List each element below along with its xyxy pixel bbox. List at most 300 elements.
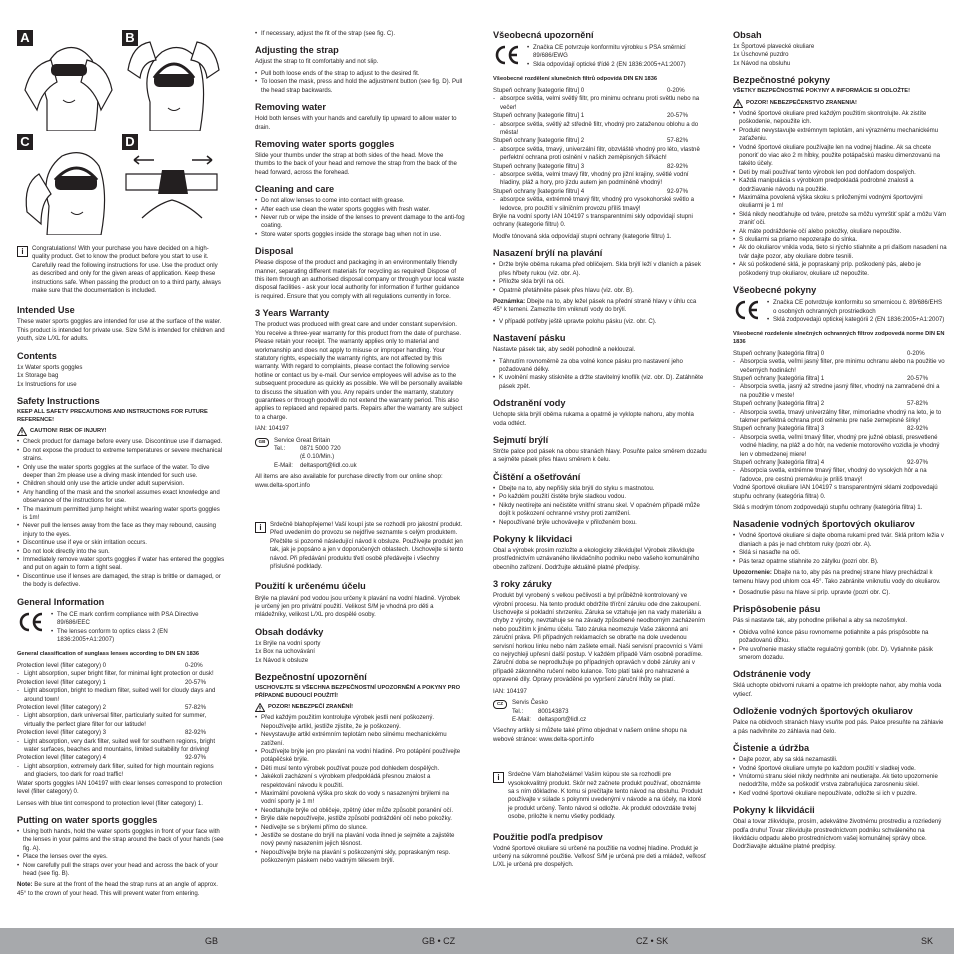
- list-item: • Nepoužívané brýle uchovávejte v přiloženém boxu.: [493, 519, 707, 527]
- list-item: • Immediately remove water sports goggles if water has entered the goggles and put on again to form a tight seal.: [17, 556, 225, 573]
- note-text: Dbejte na to, aby ležel pásek na přední straně hlavy v úhlu cca 45° k temeni. Zamezíte tím vniknutí vody do brýlí.: [493, 297, 697, 314]
- gb-removing-heading: Removing water: [255, 102, 326, 113]
- list-item: • Dbejte na to, aby nepřišly skla brýlí do styku s mastnotou.: [493, 485, 707, 493]
- gb-caution: [17, 427, 225, 436]
- list-item: • The CE mark confirm compliance with PSA Directive 89/686/EEC: [51, 611, 225, 628]
- gb-general-heading: General Information: [17, 596, 105, 607]
- sk-adjusting-heading: Prispôsobenie pásu: [733, 604, 821, 615]
- filter-row: [17, 754, 225, 762]
- list-item: • Před každým použitím kontrolujte výrobek jestli není poškozený. Nepoužívejte artikl, jestliže zjistíte, že je poškozený.: [255, 714, 465, 731]
- filter-label: Protection level (filter category) 3: [17, 729, 107, 737]
- list-item: • Ak do okuliarov vnikla voda, tieto si rýchlo stiahnite a pri ďalšom nasadení na tvár dajte pozor, aby okuliare dobre tesnili.: [733, 244, 947, 261]
- filter-label: Stupeň ochrany [kategória filtra] 3: [733, 425, 825, 433]
- gb-note: [17, 881, 225, 898]
- info-icon: i: [17, 246, 28, 257]
- filter-desc: - absorpce světla, světlý až středně filtr, vhodný pro zataženou oblohu a do města!: [493, 121, 707, 138]
- filter-range: 0-20%: [907, 349, 925, 357]
- service-mail: [274, 462, 357, 470]
- filter-label: Stupeň ochrany [kategória filtra] 2: [733, 400, 825, 408]
- cz-ce-list: [527, 44, 707, 69]
- gb-removing-goggles-heading: Removing water sports goggles: [255, 138, 395, 149]
- list-item: • Značka CE potvrzuje konformitu výrobku s PSA směrnicí 89/686/EWG: [527, 44, 707, 61]
- filter-label: Stupeň ochrany [kategorie filtru] 1: [493, 112, 585, 120]
- list-item: • Deti by mali používať tento výrobok len pod dohľadom dospelých.: [733, 169, 947, 177]
- gb-general-class: General classification of sunglass lenses according to DIN EN 1836: [17, 651, 200, 658]
- cz-adjusting-text: Nastavte pásek tak, aby seděl pohodlně a neklouzal.: [493, 346, 636, 354]
- column-gb-1: [17, 30, 225, 914]
- gb-warranty-heading: 3 Years Warranty: [255, 308, 330, 319]
- gb-ce-list: [51, 611, 225, 645]
- note-label: Note:: [17, 881, 33, 889]
- filter-row: [17, 729, 225, 737]
- list-item: • Keď vodné športové okuliare nepoužívate, odložte si ich v puzdre.: [733, 790, 947, 798]
- sk-use-heading: Použitie podľa predpisov: [493, 831, 603, 842]
- footer-label-gb-cz: GB • CZ: [422, 936, 456, 946]
- filter-desc: - absorpce světla, tmavý, univerzální filtr, obzvláště vhodný pro léto, vlastně perfektní ochrana proti oslnění v našich zeměpisných šířkách!: [493, 146, 707, 163]
- sk-ce-block: [733, 299, 947, 327]
- filter-label: Stupeň ochrany [kategorie filtru] 4: [493, 187, 585, 195]
- country-badge-icon: CZ: [493, 700, 507, 709]
- gb-safety-keep: KEEP ALL SAFETY PRECAUTIONS AND INSTRUCTIONS FOR FUTURE REFERENCE!: [17, 408, 208, 423]
- list-item: • Ak máte podráždenie očí alebo pokožky, okuliare nepoužite.: [733, 228, 947, 236]
- filter-range: 0-20%: [667, 86, 685, 94]
- gb-caution-text: CAUTION! RISK OF INJURY!: [30, 427, 107, 434]
- cz-note: [493, 298, 707, 315]
- cz-use-heading: Použití k určenému účelu: [255, 581, 366, 592]
- cz-warranty-text: Produkt byl vyrobený s velkou pečlivostí a byl průběžně kontrolovaný ve výrobní procesu. Na tento produkt obdržíte třírční záruku ode dne zakoupení. Uschovejte si pokladní stvrzenku. Záruka se vztahuje jen na vady materiálu a chyby z výroby, nevztahuje se na závady způsobené neodborným zacházením nebo použitím k jinému účelu. Tato záruka neomezuje Vaše zákonná ani záruční práva. Při případných reklamacích se obraťte na dole uvedenou servisní horkou linku nebo nám zašlete email. Naši servisní pracovníci s Vámi co nejrychleji upřesní další postup. V každém případě Vám osobně poradíme. Záruční doba se neprodlužuje po případných opravách v době záruky ani v případě zákonného ručení nebo kulance. Toto platí také pro nahrazené a opravené díly. Opravy prováděné po vypršení záruční lhůty se platí.: [493, 592, 705, 684]
- list-item: • Opatrně přetáhněte pásek přes hlavu (viz. obr. B).: [493, 287, 707, 295]
- filter-range: 57-82%: [907, 400, 929, 408]
- service-tel-value: 800143873: [538, 707, 569, 715]
- sk-adjusting-text: Pás si nastavte tak, aby pohodlne priliehal a aby sa nezošmykol.: [733, 617, 908, 625]
- cz-general-heading: Všeobecná upozornění: [493, 30, 594, 40]
- cz-adjust-fit-list: [493, 318, 707, 326]
- gb-adjusting-heading: Adjusting the strap: [255, 45, 339, 56]
- gb-ce-block: [17, 611, 225, 648]
- list-item: • Sklá si nasaďte na oči.: [733, 549, 947, 557]
- warning-icon: [17, 427, 27, 436]
- service-tel-label: Tel.:: [274, 445, 286, 452]
- filter-desc: - Absorpcia svetla, jasný až stredne jasný filter, vhodný na zamračené dni a na použitie v meste!: [733, 383, 947, 400]
- filter-range: 92-97%: [667, 187, 689, 195]
- filter-desc: - Absorpcia svetla, veľmi tmavý filter, vhodný pre južné oblasti, presvetlené vodné hladiny, na pláž a do hôr, na vedenie motorového vozidla je vhodný len v obmedzenej miere!: [733, 434, 947, 459]
- gb-removing-text: Hold both lenses with your hands and carefully tip upward to allow water to drain.: [255, 115, 457, 131]
- gb-clear-lenses: Water sports goggles IAN 104197 with clear lenses correspond to protection level (filter category) 0.: [17, 779, 223, 796]
- filter-row: [17, 662, 225, 670]
- filter-range: 82-92%: [907, 425, 929, 433]
- cz-contents-list: [255, 640, 465, 665]
- list-item: • Do not allow lenses to come into contact with grease.: [255, 197, 465, 205]
- gb-cleaning-heading: Cleaning and care: [255, 184, 335, 195]
- filter-desc: - Light absorption, extremely dark filter, suited for high mountain regions and glaciers, too dark for road traffic!: [17, 763, 225, 780]
- list-item: • Držte brýle oběma rukama před obličejem. Skla brýlí leží v dlaních a pásek přes hřbety rukou (viz. obr. A).: [493, 261, 707, 278]
- service-tel: [274, 445, 357, 453]
- list-item: • Ak sú poškodené sklá, je popraskaný príp. poškodený pás, alebo je poškodený trup okuliarov, okuliare už nepoužite.: [733, 261, 947, 278]
- cz-ian: IAN: 104197: [493, 687, 527, 695]
- list-item: 1x Úschovné puzdro: [733, 51, 789, 59]
- filter-row: [493, 163, 707, 171]
- sk-ce-list: [767, 299, 947, 324]
- filter-range: 92-97%: [907, 459, 929, 466]
- service-tel: [512, 708, 586, 716]
- sk-use-text: Vodné športové okuliare sú určené na použitie na vodnej hladine. Produkt je určený na súkromné použitie. Veľkosť S/M je určená pre deti a mládež, veľkosť L/XL je určená pre dospelých.: [493, 844, 707, 869]
- list-item: • If necessary, adjust the fit of the strap (see fig. C).: [255, 30, 465, 38]
- filter-row: [493, 87, 707, 95]
- list-item: 1x Box na uchovávání: [255, 648, 315, 656]
- list-item: • Discontinue use if eye or skin irritation occurs.: [17, 539, 225, 547]
- filter-range: 20-57%: [667, 112, 689, 120]
- gb-contents-heading: Contents: [17, 350, 57, 361]
- gb-intro: [17, 245, 225, 298]
- cz-safety-list: [255, 714, 465, 865]
- figure-b: [122, 30, 225, 131]
- filter-desc: - Light absorption, very dark filter, suited well for southern regions, bright water surfaces, beaches and mountains, limited suitability for driving!: [17, 738, 225, 755]
- list-item: • Přiložte skla brýlí na oči.: [493, 278, 707, 286]
- list-item: • Pull both loose ends of the strap to adjust to the desired fit.: [255, 70, 465, 78]
- cz-clear-lenses: Brýle na vodní sporty IAN 104197 s transparentními skly odpovídají stupni ochrany (kategorie filtru) 0.: [493, 213, 693, 229]
- gb-filter-list: [17, 662, 225, 780]
- note-text: Be sure at the front of the head the strap runs at an angle of approx. 45° to the crown of your head. This will prevent water from entering.: [17, 881, 218, 897]
- cz-cleaning-list: [493, 485, 707, 527]
- list-item: • To loosen the mask, press and hold the adjustment button (see fig. D). Pull the head strap backwards.: [255, 78, 465, 95]
- list-item: • Nedívejte se s brýlemi přímo do slunce.: [255, 824, 465, 832]
- filter-desc: - absorpce světla, velmi světlý filtr, pro minimu ochranu proti světlu nebo na večer!: [493, 95, 707, 112]
- list-item: • Only use the water sports goggles at the surface of the water. To dive deeper than 2m please use a diving mask intended for such use.: [17, 464, 225, 481]
- filter-row: [493, 112, 707, 120]
- gb-cleaning-list: [255, 197, 465, 239]
- list-item: • Now carefully pull the straps over your head and across the back of your head (see fig. B).: [17, 862, 225, 879]
- filter-row: [17, 679, 225, 687]
- list-item: • Po každém použití čistěte brýle sladkou vodou.: [493, 493, 707, 501]
- filter-row: [733, 350, 947, 358]
- cz-safety-heading: Bezpečnostní upozornění: [255, 671, 367, 682]
- footer-label-cz-sk: CZ • SK: [636, 936, 669, 946]
- list-item: • After each use clean the water sports goggles with fresh water.: [255, 206, 465, 214]
- sk-removing-heading: Odstránenie vody: [733, 669, 811, 680]
- service-name: Service Great Britain: [274, 436, 331, 444]
- cz-filter-list: [493, 87, 707, 213]
- service-mail-value: deltasport@lidl.co.uk: [300, 461, 357, 469]
- cz-contents-heading: Obsah dodávky: [255, 626, 324, 637]
- gb-adjusting-text: Adjust the strap to fit comfortably and not slip.: [255, 58, 379, 66]
- filter-range: 57-82%: [185, 704, 207, 712]
- filter-desc: - absorpce světla, extrémně tmavý filtr, vhodný pro vysokohorské světlo a ledovce, pro použití v silničním provozu příliš tmavý!: [493, 196, 707, 213]
- list-item: • Children should only use the article under adult supervision.: [17, 480, 225, 488]
- gb-ian: IAN: 104197: [255, 425, 289, 433]
- list-item: • Never pull the lenses away from the face as they may rebound, causing injury to the eyes.: [17, 522, 225, 539]
- filter-label: Protection level (filter category) 1: [17, 678, 107, 686]
- list-item: 1x Brýle na vodní sporty: [255, 639, 321, 647]
- filter-row: [17, 704, 225, 712]
- figure-b-label: B: [122, 30, 138, 46]
- cz-disposal-heading: Pokyny k likvidaci: [493, 533, 573, 544]
- list-item: • Sklá nikdy neodťahujte od tváre, pretože sa môžu vymrštiť späť a môžu Vám zraniť oči.: [733, 211, 947, 228]
- note-label: Upozornenie:: [733, 569, 772, 577]
- filter-row: [733, 459, 947, 467]
- list-item: • Maximální povolená výška pro skok do vody s nasazenými brýlemi na vodní sporty je 1 m!: [255, 790, 465, 807]
- column-gb-cz: [255, 30, 465, 914]
- list-item: • Skla odpovídají optické třídě 2 (EN 1836:2005+A1:2007): [527, 61, 707, 69]
- sk-general-class: Všeobecné rozdelenie slnečných ochranných filtrov zodpovedá norme DIN EN 1836: [733, 331, 945, 346]
- sk-adjust-fit-list: [733, 589, 947, 597]
- sk-caution-text: POZOR! NEBEZPEČENSTVO ZRANENIA!: [746, 99, 857, 106]
- list-item: • Discontinue use if lenses are damaged, the strap is brittle or damaged, or the body is defective.: [17, 573, 225, 590]
- warning-icon: [733, 99, 743, 108]
- gb-items-note: All items are also available for purchase directly from our online shop: www.delta-sport.info: [255, 473, 443, 489]
- list-item: 1x Instructions for use: [17, 380, 77, 388]
- footer-label-gb: GB: [205, 936, 219, 946]
- list-item: • Produkt nevystavujte extrémnym teplotám, ani výraznému mechanickému zaťaženiu.: [733, 127, 947, 144]
- filter-range: 57-82%: [667, 137, 689, 145]
- sk-caution: [733, 99, 947, 108]
- cz-warranty-heading: 3 roky záruky: [493, 579, 552, 590]
- sk-contents-list: [733, 43, 947, 68]
- list-item: • The lenses conform to optics class 2 (EN 1836:2005+A1:2007): [51, 628, 225, 645]
- gb-intended-heading: Intended Use: [17, 305, 75, 316]
- list-item: • Vodné športové okuliare používajte len na vodnej hladine. Ak sa chcete ponoriť do viac ako 2 m hĺbky, použite potápačskú masku dimenzovanú na takéto účely.: [733, 144, 947, 169]
- gb-service-details: [274, 437, 357, 471]
- service-tel-label: Tel.:: [512, 707, 524, 715]
- list-item: • Never rub or wipe the inside of the lenses to prevent damage to the anti-fog coating.: [255, 214, 465, 231]
- filter-label: Protection level (filter category) 2: [17, 704, 107, 712]
- cz-use-text: Brýle na plavání pod vodou jsou určeny k plavání na vodní hladině. Výrobek je určený jen pro privátní použití. Velikost S/M je vhodná pro děti a mládežníky, velikost L/XL pro dospělé osoby.: [255, 594, 460, 619]
- list-item: • Vodné športové okuliare umyte po každom použití v sladkej vode.: [733, 765, 947, 773]
- filter-row: [493, 188, 707, 196]
- cz-removing-goggles-heading: Sejmutí brýlí: [493, 435, 549, 446]
- cz-service-details: [512, 699, 586, 724]
- filter-label: Protection level (filter category) 0: [17, 662, 107, 669]
- gb-removing-goggles-text: Slide your thumbs under the strap at both sides of the head. Move the thumbs to the back of your head and remove the strap from the back of the head forward, across the forehead.: [255, 151, 457, 176]
- cz-removing-heading: Odstranění vody: [493, 398, 566, 409]
- service-price: [274, 453, 357, 461]
- list-item: • Táhnutím rovnoměrně za oba volné konce pásku pro nastavení jeho požadované délky.: [493, 358, 707, 375]
- cz-removing-goggles-text: Strčte palce pod pásek na obou stranách hlavy. Posuňte palce směrem dozadu a sejměte pásek přes hlavu směrem k čelu.: [493, 448, 707, 464]
- list-item: • Brýle dále nepoužívejte, jestliže způsobí podráždění očí nebo pokožky.: [255, 815, 465, 823]
- cz-caution: [255, 703, 465, 712]
- gb-blue-lenses: Lenses with blue tint correspond to protection level (filter category) 1.: [17, 799, 203, 807]
- filter-desc: - Absorpcia svetla, extrémne tmavý filter, vhodný do vysokých hôr a na ľadovce, pre cestnú premávku je príliš tmavý!: [733, 467, 947, 484]
- list-item: • K uvolnění masky stiskněte a držte stavitelný knoflík (viz. obr. D). Zatáhněte pásek zpět.: [493, 374, 707, 391]
- service-name: Servis Česko: [512, 699, 548, 707]
- service-price-value: (£ 0.10/Min.): [300, 453, 335, 461]
- info-icon: i: [255, 522, 266, 533]
- warning-icon: [255, 703, 265, 712]
- ce-mark-icon: [733, 299, 761, 321]
- list-item: • The maximum permitted jump height whilst wearing water sports goggles is 1m!: [17, 506, 225, 523]
- gb-service-block: [255, 437, 465, 471]
- list-item: 1x Storage bag: [17, 372, 59, 380]
- list-item: • Značka CE potvrdzuje konformitu so smernicou č. 89/686/EHS o osobných ochranných prostriedkoch: [767, 299, 947, 316]
- filter-label: Stupeň ochrany [kategória filtra] 4: [733, 459, 825, 466]
- note-label: Poznámka:: [493, 297, 526, 305]
- sk-safety-heading: Bezpečnostné pokyny: [733, 75, 831, 86]
- column-cz-sk: [493, 30, 707, 914]
- filter-label: Stupeň ochrany [kategória filtra] 1: [733, 374, 825, 382]
- filter-range: 82-92%: [185, 729, 207, 737]
- filter-desc: - Absorpcia svetla, tmavý univerzálny filter, mimoriadne vhodný na leto, je to takmer perfektná ochrana proti oslneniu pre naše zemepisné šírky!: [733, 409, 947, 426]
- filter-row: [733, 400, 947, 408]
- sk-contents-heading: Obsah: [733, 30, 762, 40]
- list-item: • Děti musí tento výrobek používat pouze pod dohledem dospělých.: [255, 765, 465, 773]
- filter-desc: - Light absorption, dark universal filter, particularly suited for summer, virtually the perfect glare filter for our latitude!: [17, 712, 225, 729]
- gb-contents-list: [17, 364, 225, 389]
- cz-ce-block: [493, 44, 707, 72]
- list-item: • Vnútornú stranu skiel nikdy nedrhnite ani neutierajte. Ak tieto upozornenie nedodržíte, môže sa poškodiť vrstva zabraňujúca zarosneniu skiel.: [733, 773, 947, 790]
- filter-range: 20-57%: [185, 678, 207, 686]
- list-item: • Sklá zodpovedajú optickej kategórii 2 (EN 1836:2005+A1:2007): [767, 316, 947, 324]
- list-item: • Do not look directly into the sun.: [17, 548, 225, 556]
- note-text: Dbajte na to, aby pás na prednej strane hlavy prechádzal k temenu hlavy pod uhlom cca 45°. Tako zabránite vniknutiu vody do okuliarov.: [733, 569, 941, 585]
- filter-label: Protection level (filter category) 4: [17, 754, 107, 762]
- filter-label: Stupeň ochrany [kategória filtra] 0: [733, 349, 825, 357]
- list-item: • Store water sports goggles inside the storage bag when not in use.: [255, 231, 465, 239]
- cz-adjusting-heading: Nastavení pásku: [493, 333, 566, 344]
- list-item: • Vodné športové okuliare si dajte oboma rukami pred tvár. Sklá pritom ležia v dlaniach a pás je nad chrbtom ruky (pozri obr. A).: [733, 532, 947, 549]
- list-item: • Nikdy neotírejte ani nečistěte vnitřní stranu skel. V opačném případě může dojít k poškození ochranné vrstvy proti zamlžení.: [493, 502, 707, 519]
- cz-cleaning-heading: Čištění a ošetřování: [493, 471, 581, 482]
- filter-desc: - absorpce světla, velmi tmavý filtr, vhodný pro jižní krajiny, světlé vodní hladiny, pláž a hory, pro jízdu autem jen podmíněně vhodný!: [493, 171, 707, 188]
- filter-row: [493, 137, 707, 145]
- figure-grid: [17, 30, 225, 235]
- list-item: • Dosadnutie pásu na hlave si príp. upravte (pozri obr. C).: [733, 589, 947, 597]
- list-item: 1x Návod na obsluhu: [733, 59, 791, 67]
- gb-warranty-text: The product was produced with great care and under constant supervision. You receive a three-year warranty for this product from the date of purchase. Please retain your receipt. The warranty applies only to material and workmanship and does not apply to misuse or improper handling. Your statutory rights, especially the warranty rights, are not affected by this warranty. With regard to complaints, please contact the following service hotline or contact us by e-mail. Our service employees will advise as to the subsequent procedure as quickly as possible. We will be personally available to discuss the situation with you. Any repairs under the warranty, statutory guarantees or through goodwill do not extend the warranty period. This also applies to replaced and repaired parts. Repairs after the warranty are subject to a charge.: [255, 321, 463, 421]
- list-item: • Každá manipulácia s výrobkom predpokladá podrobné znalosti a dodržiavanie návodu na použitie.: [733, 177, 947, 194]
- cz-general-class: Všeobecné rozdělení slunečních filtrů odpovídá DIN EN 1836: [493, 76, 658, 83]
- gb-putting-heading: Putting on water sports goggles: [17, 814, 158, 825]
- page-footer: [0, 928, 954, 954]
- filter-desc: - Light absorption, super bright filter, for minimal light protection or dusk!: [17, 670, 225, 678]
- service-mail-label: E-Mail:: [512, 715, 531, 723]
- list-item: 1x Návod k obsluze: [255, 656, 309, 664]
- list-item: • Using both hands, hold the water sports goggles in front of your face with the lenses in your palms and the strap around the back of your hands (see fig. A).: [17, 828, 225, 853]
- filter-range: 82-92%: [667, 162, 689, 170]
- list-item: • V případě potřeby ještě upravte polohu pásku (viz. obr. C).: [493, 318, 707, 326]
- sk-removing-goggles-text: Palce na obidvoch stranách hlavy vsuňte pod pás. Palce presuňte na záhlavie a pás nadvihnite zo záhlavia nad čelo.: [733, 719, 944, 735]
- filter-desc: - Light absorption, bright to medium filter, suited well for cloudy days and around town!: [17, 687, 225, 704]
- cz-caution-text: POZOR! NEBEZPEČÍ ZRANĚNÍ!: [268, 703, 353, 710]
- cz-disposal-text: Obal a výrobek prosím rozložte a ekologicky zlikvidujte! Výrobek zlikvidujte prostřednictvím uznávaného likvidačního podniku nebo vašeho komunálního obecního zařízení. Dodržujte aktuálně platné předpisy.: [493, 546, 700, 571]
- figure-d-label: D: [122, 134, 138, 150]
- gb-safety-heading: Safety Instructions: [17, 395, 100, 406]
- gb-intro-text: Congratulations! With your purchase you have decided on a high-quality product. Get to know the product before you start to use it. Carefully read the following instructions for use. Use the product only as described and only for the given areas of application. Keep these instructions safe. When passing the product on to a third party, always make sure that the documentation is included.: [32, 245, 221, 295]
- list-item: • S okuliarmi sa priamo nepozerajte do slnka.: [733, 236, 947, 244]
- info-icon: i: [493, 772, 504, 783]
- gb-putting-list: [17, 828, 225, 878]
- ce-mark-icon: [493, 44, 521, 66]
- sk-intro-text: Srdečne Vám blahoželáme! Vaším kúpou ste sa rozhodli pre vysokokvalitný produkt. Skôr než začnete produkt používať, oboznámte sa s ním dôkladne. K tomu si prečítajte tento návod na obsluhu. Produkt používajte v súlade s pokynmi uvedenými v návode a na účely, na ktoré je produkt určený. Tento návod si odložte. Ak produkt odovzdáte tretej osobe, priložte k nemu všetky podklady.: [508, 771, 703, 821]
- list-item: • Jakékoli zacházení s výrobkem předpokládá přesnou znalost a respektování návodu k použití.: [255, 773, 465, 790]
- figure-c-label: C: [17, 134, 33, 150]
- gb-disposal-text: Please dispose of the product and packaging in an environmentally friendly manner, separating different materials for recycling as required! Dispose of this item through an authorised disposal company or through your local waste disposal facilities - ask your local authority for information if further guidance is required. Ensure that you comply with all regulations currently in force.: [255, 259, 464, 300]
- figure-c: [17, 134, 120, 235]
- sk-intro: [493, 771, 707, 824]
- list-item: 1x Water sports goggles: [17, 363, 83, 371]
- list-item: 1x Športové plavecké okuliare: [733, 43, 815, 51]
- filter-row: [733, 375, 947, 383]
- sk-putting-heading: Nasadenie vodných športových okuliarov: [733, 519, 915, 530]
- sk-disposal-text: Obal a tovar zlikvidujte, prosím, adekvátne životnému prostrediu a rozriedený podľa druhu! Tovar zlikvidujte prostredníctvom podniku schváleného na likvidáciu odpadu alebo prostredníctvom vašej komunálnej správy obce. Dodržiavajte aktuálne platné predpisy.: [733, 818, 942, 851]
- gb-intended-text: These water sports goggles are intended for use at the surface of the water. This product is intended for private use. Size S/M is intended for children and youth, size L/XL for adults.: [17, 318, 225, 343]
- list-item: • Do not expose the product to extreme temperatures or severe mechanical strains.: [17, 447, 225, 464]
- filter-label: Stupeň ochrany [kategorie filtru] 3: [493, 162, 585, 170]
- cz-service-block: [493, 699, 707, 724]
- list-item: • Pás teraz opatrne stiahnite zo zátylku (pozri obr. B).: [733, 558, 947, 566]
- gb-safety-list: [17, 438, 225, 589]
- sk-adjusting-list: [733, 629, 947, 663]
- filter-range: 0-20%: [185, 662, 203, 669]
- sk-general-heading: Všeobecné pokyny: [733, 285, 817, 296]
- sk-removing-goggles-heading: Odloženie vodných športových okuliarov: [733, 706, 913, 717]
- sk-putting-list: [733, 532, 947, 566]
- sk-cleaning-list: [733, 756, 947, 798]
- list-item: • Jestliže se dostane do brýlí na plavání voda ihned je sejměte a zajistěte nový pevný nasazením jejich těsnost.: [255, 832, 465, 849]
- list-item: • Nepoužívejte brýle na plavání s poškozenými skly, popraskaným resp. poškozeným páskem nebo vadným tělesem brýlí.: [255, 849, 465, 866]
- cz-putting-heading: Nasazení brýlí na plavání: [493, 248, 603, 259]
- cz-removing-text: Uchopte skla brýlí oběma rukama a opatrně je vyklopte nahoru, aby mohla voda odtéct.: [493, 411, 694, 427]
- sk-cleaning-heading: Čistenie a údržba: [733, 743, 810, 754]
- gb-disposal-heading: Disposal: [255, 246, 294, 257]
- gb-adjusting-list: [255, 70, 465, 95]
- figure-a-label: A: [17, 30, 33, 46]
- cz-putting-list: [493, 261, 707, 295]
- service-tel-value: 0871 5000 720: [300, 445, 341, 452]
- figure-d: [122, 134, 225, 235]
- sk-removing-text: Sklá uchopte obidvomi rukami a opatrne ich preklopte nahor, aby mohla voda vytiecť.: [733, 682, 942, 698]
- sk-safety-keep: VŠETKY BEZPEČNOSTNÉ POKYNY A INFORMÁCIE SI ODLOŽTE!: [733, 88, 910, 95]
- filter-label: Stupeň ochrany [kategorie filtru] 2: [493, 137, 585, 145]
- list-item: • Any handling of the mask and the snorkel assumes exact knowledge and observance of the instructions for use.: [17, 489, 225, 506]
- cz-safety-keep: USCHOVEJTE SI VŠECHNA BEZPEČNOSTNÍ UPOZORNĚNÍ A POKYNY PRO PŘÍPADNÉ BUDOUCÍ POUŽITÍ!: [255, 685, 460, 699]
- cz-items-note: Všechny artikly si můžete také přímo objednat v našem online shopu na webové stránce: www.delta-sport.info: [493, 727, 687, 743]
- filter-row: [733, 425, 947, 433]
- footer-label-sk: SK: [921, 936, 934, 946]
- country-badge-icon: GB: [255, 438, 269, 447]
- list-item: • Check product for damage before every use. Discontinue use if damaged.: [17, 438, 225, 446]
- cz-blue-lenses: Modře tónovaná skla odpovídají stupni ochrany (kategorie filtru) 1.: [493, 232, 672, 240]
- cz-adjusting-list: [493, 358, 707, 392]
- list-item: • Dajte pozor, aby sa sklá nezamastili.: [733, 756, 947, 764]
- list-item: • Place the lenses over the eyes.: [17, 853, 225, 861]
- sk-note: [733, 569, 947, 586]
- filter-label: Stupeň ochrany [kategorie filtru] 0: [493, 86, 585, 94]
- sk-filter-list: [733, 350, 947, 485]
- list-item: • Pre uvoľnenie masky stlačte regulačný gombík (obr. D). Vytiahnite pásik smerom dozadu.: [733, 646, 947, 663]
- gb-adjust-fit-list: [255, 30, 465, 38]
- cz-intro: [255, 521, 465, 574]
- filter-range: 92-97%: [185, 754, 207, 762]
- filter-range: 20-57%: [907, 374, 929, 382]
- column-sk: [733, 30, 947, 914]
- figure-a: [17, 30, 120, 131]
- list-item: • Neodtahujte brýle od obličeje, zpětný úder může způsobit poranění očí.: [255, 807, 465, 815]
- service-mail-label: E-Mail:: [274, 461, 293, 469]
- service-mail: [512, 716, 586, 724]
- list-item: • Maximálna povolená výška skoku s priloženými vodnými športovými okuliarmi je 1 m!: [733, 194, 947, 211]
- sk-safety-list: [733, 110, 947, 278]
- list-item: • Vodné športové okuliare pred každým použitím skontrolujte. Ak zistíte poškodenie, nepoužite ich.: [733, 110, 947, 127]
- list-item: • Nevystavujte artikl extrémním teplotám nebo silnému mechanickému zatížení.: [255, 731, 465, 748]
- sk-disposal-heading: Pokyny k likvidácii: [733, 805, 815, 816]
- service-mail-value: deltasport@lidl.cz: [538, 715, 587, 723]
- cz-intro-text: Srdečně blahopřejeme! Vaší koupí jste se rozhodli pro jakostní produkt. Před uvedením do provozu se nejdříve seznamte s celým produktem. Přečtěte si pozorně následující návod k obsluze. Používejte produkt jen tak, jak je popsáno a jen v doporučených oblastech. Uschovejte si tento návod. Při předávání produktu třetí osobě předávejte i všechny příslušné podklady.: [270, 521, 464, 571]
- filter-desc: - Absorpcia svetla, veľmi jasný filter, pre minimu ochranu alebo na použitie vo večerných hodinách!: [733, 358, 947, 375]
- sk-clear-lenses: Vodné športové okuliare IAN 104197 s transparentnými sklami zodpovedajú stupňu ochrany (kategória filtra) 0.: [733, 484, 938, 500]
- list-item: • Obidva voľné konce pásu rovnomerne potiahnite a pás prispôsobte na požadovanú dĺžku.: [733, 629, 947, 646]
- ce-mark-icon: [17, 611, 45, 633]
- sk-blue-lenses: Sklá s modrým tónom zodpovedajú stupňu ochrany (kategória filtra) 1.: [733, 504, 923, 512]
- list-item: • Používejte brýle jen pro plavání na vodní hladině. Pro potápění používejte potápěčské brýle.: [255, 748, 465, 765]
